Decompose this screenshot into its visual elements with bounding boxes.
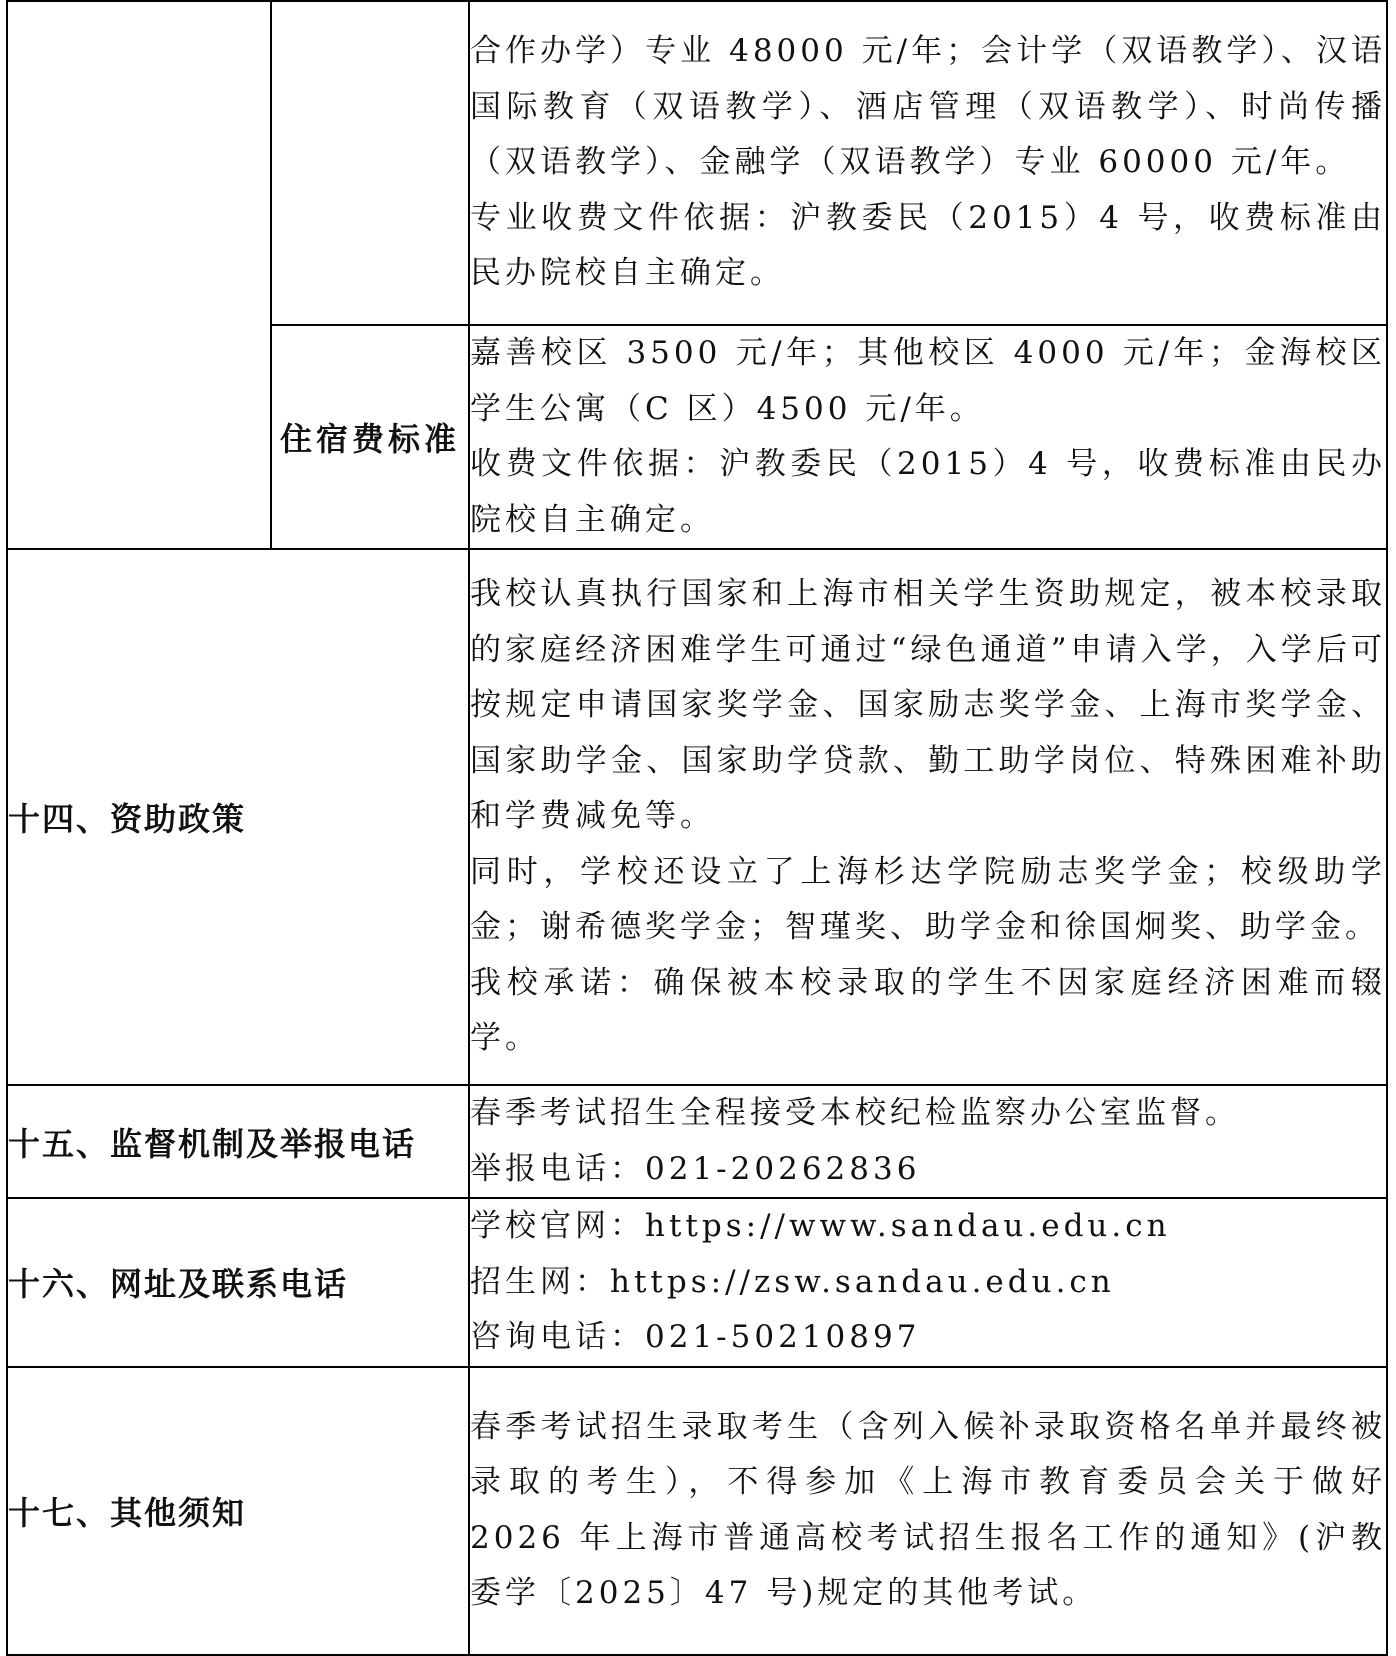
- row-tuition-continued: [7, 1, 1387, 325]
- section-17-content-cell: [469, 1367, 1387, 1655]
- section-16-content-cell: [469, 1198, 1387, 1367]
- school-scholarships-text: 同时，学校还设立了上海杉达学院励志奖学金；校级助学金；谢希德奖学金；智瑾奖、助学金和徐国炯奖、助学金。: [470, 853, 1386, 946]
- section-14-content-cell: [469, 549, 1387, 1085]
- accommodation-content-cell: [469, 325, 1387, 549]
- accommodation-fee-text: 嘉善校区 3500 元/年；其他校区 4000 元/年；金海校区学生公寓（C 区）4500 元/年。: [470, 335, 1386, 427]
- row-section-16: [7, 1198, 1387, 1367]
- row-section-17: [7, 1367, 1387, 1655]
- section-16-label: 十六、网址及联系电话: [7, 1198, 469, 1367]
- admissions-website-text: 招生网：https://zsw.sandau.edu.cn: [470, 1263, 1115, 1300]
- report-phone-text: 举报电话：021-20262836: [470, 1150, 921, 1187]
- section-14-label: 十四、资助政策: [7, 549, 469, 1085]
- school-commitment-text: 我校承诺：确保被本校录取的学生不因家庭经济困难而辍学。: [470, 964, 1386, 1057]
- section-15-label: 十五、监督机制及举报电话: [7, 1085, 469, 1198]
- tuition-content-cell: [469, 1, 1387, 325]
- financial-aid-policy-text: 我校认真执行国家和上海市相关学生资助规定，被本校录取的家庭经济困难学生可通过“绿色通道”申请入学，入学后可按规定申请国家奖学金、国家励志奖学金、上海市奖学金、国家助学金、国家助学贷款、勤工助学岗位、特殊困难补助和学费减免等。: [470, 576, 1386, 835]
- consult-phone-text: 咨询电话：021-50210897: [470, 1319, 921, 1355]
- section-17-label: 十七、其他须知: [7, 1367, 469, 1655]
- supervision-text: 春季考试招生全程接受本校纪检监察办公室监督。: [470, 1095, 1240, 1131]
- sub-label-cell-empty: [271, 1, 469, 325]
- accommodation-fee-basis-text: 收费文件依据：沪教委民（2015）4 号，收费标准由民办院校自主确定。: [470, 446, 1386, 538]
- admissions-info-table: [6, 0, 1388, 1656]
- row-section-14: [7, 549, 1387, 1085]
- section-15-content-cell: [469, 1085, 1387, 1198]
- tuition-fee-basis-text: 专业收费文件依据：沪教委民（2015）4 号，收费标准由民办院校自主确定。: [470, 199, 1386, 292]
- tuition-fee-text: 合作办学）专业 48000 元/年；会计学（双语教学）、汉语国际教育（双语教学）、酒店管理（双语教学）、时尚传播（双语教学）、金融学（双语教学）专业 60000 元/年。: [470, 33, 1386, 181]
- school-website-text: 学校官网：https://www.sandau.edu.cn: [470, 1208, 1171, 1244]
- outer-label-cell-empty: [7, 1, 271, 549]
- accommodation-label: 住宿费标准: [271, 325, 469, 549]
- row-section-15: [7, 1085, 1387, 1198]
- other-notice-text: 春季考试招生录取考生（含列入候补录取资格名单并最终被录取的考生），不得参加《上海市教育委员会关于做好 2026 年上海市普通高校考试招生报名工作的通知》(沪教委学〔2025〕47 号)规定的其他考试。: [470, 1408, 1386, 1611]
